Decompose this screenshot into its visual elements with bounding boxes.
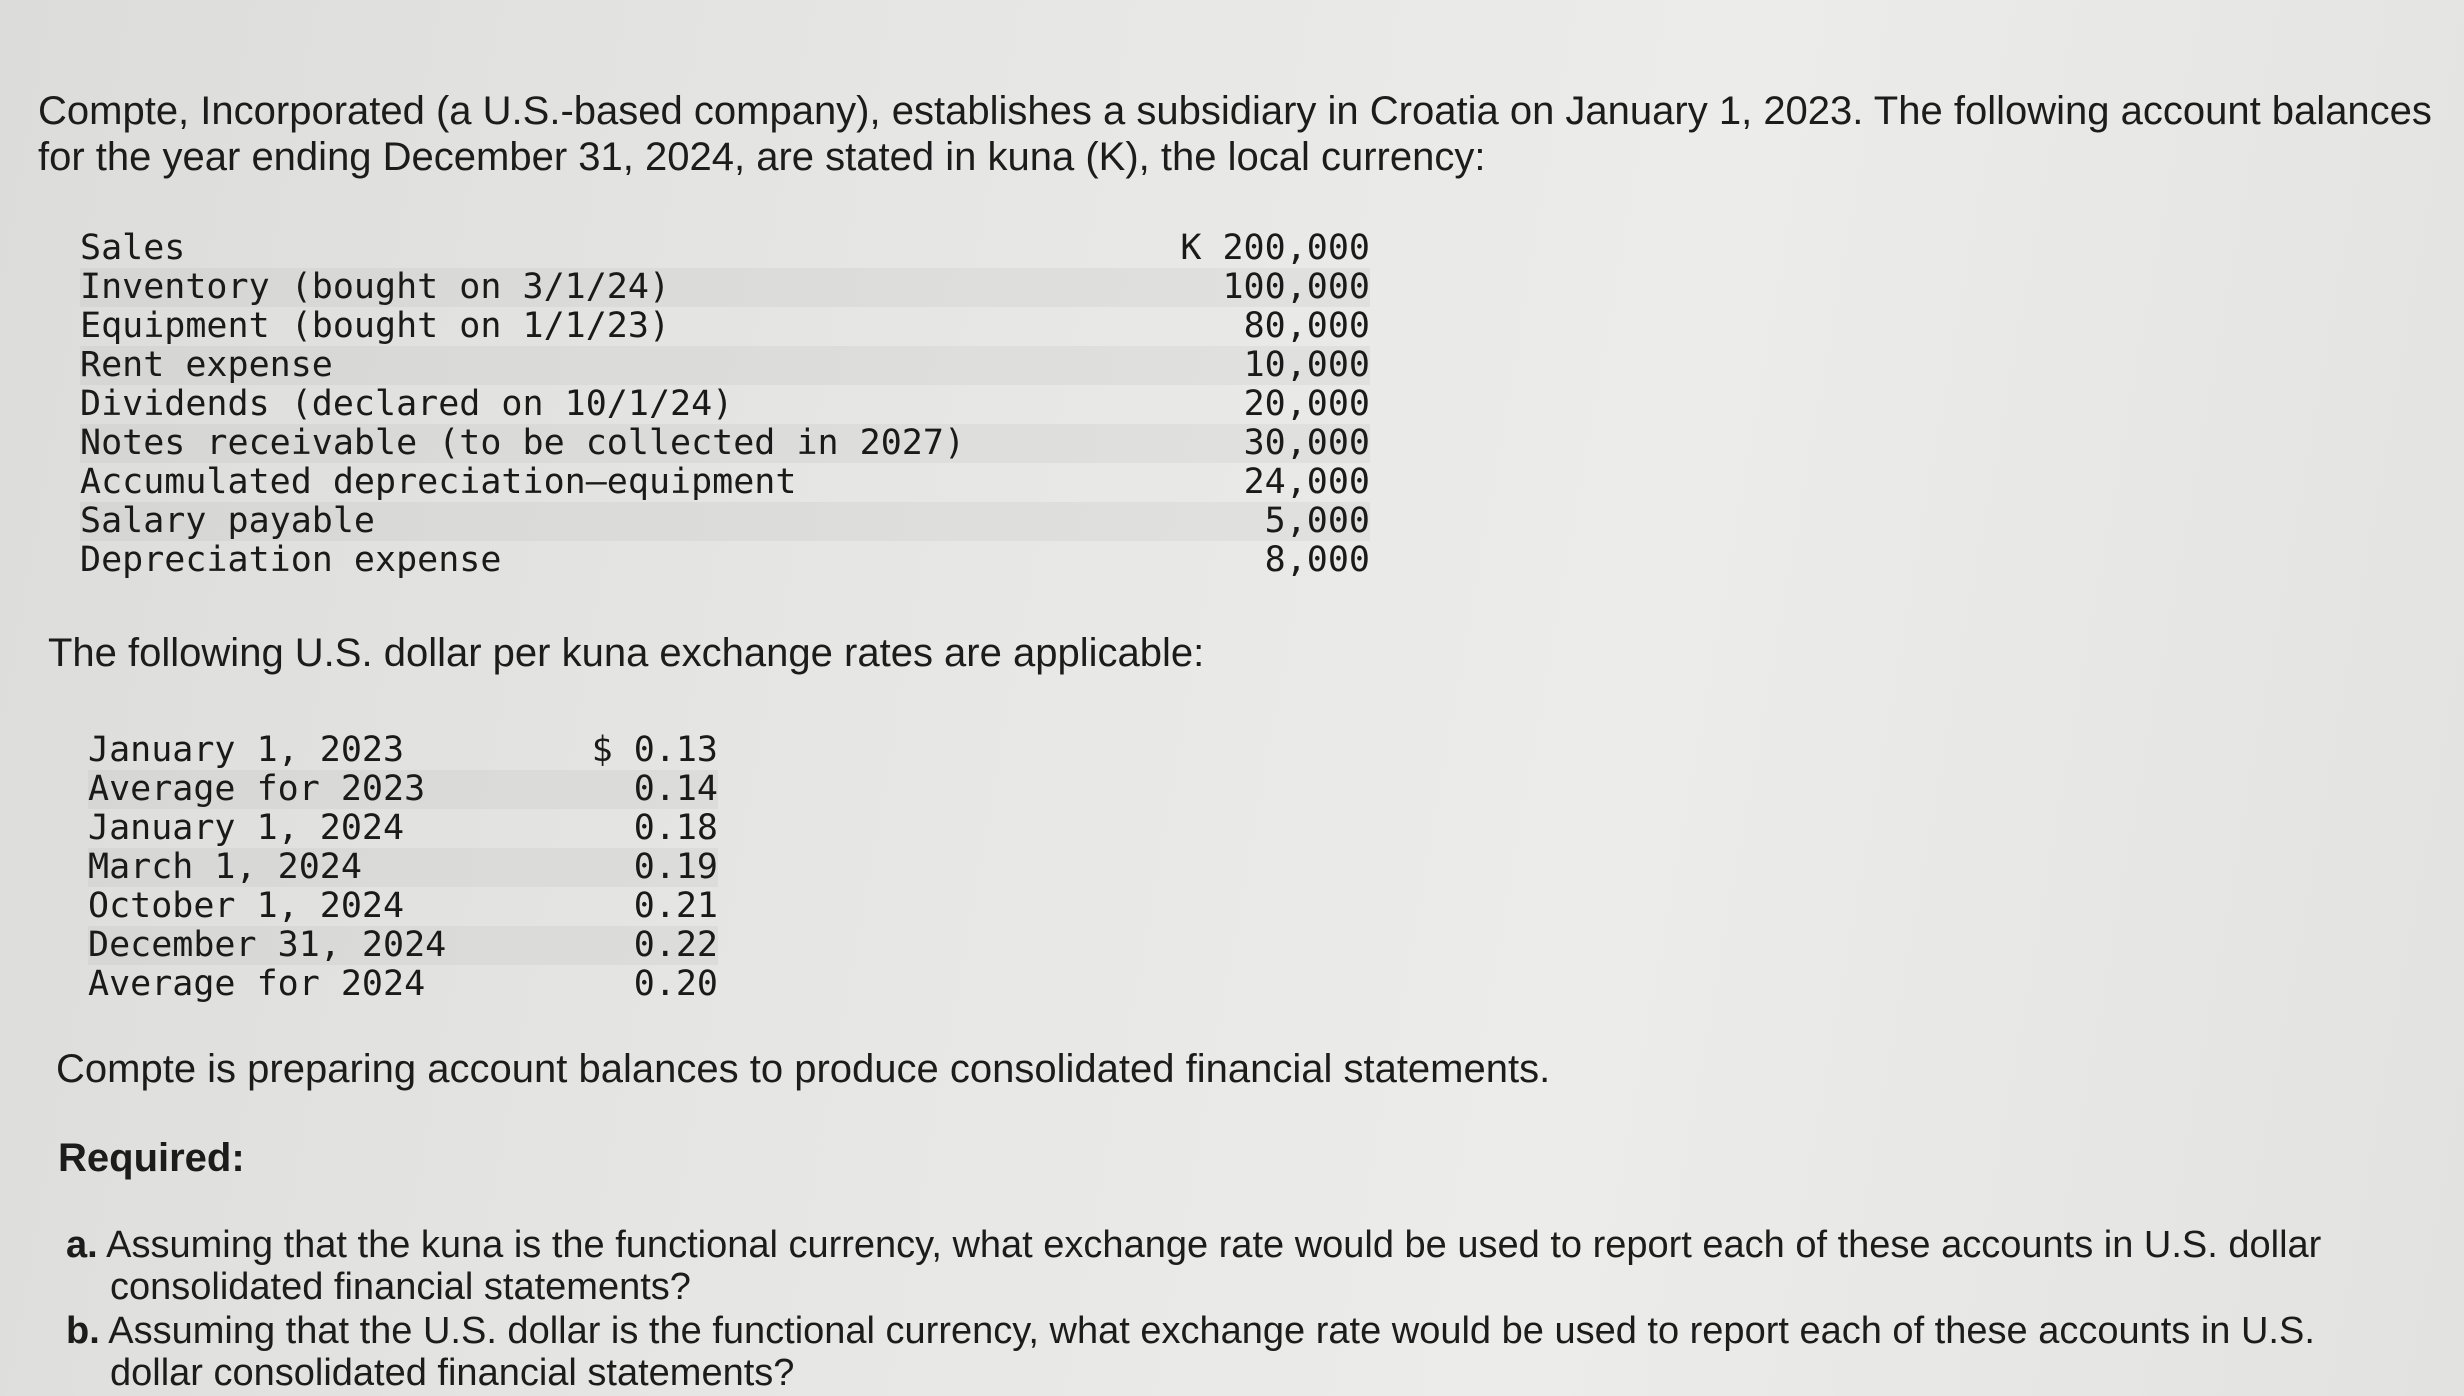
exchange-rates-table (88, 731, 718, 1004)
rate-value: $ 0.13 (591, 730, 718, 770)
rate-value: 0.22 (633, 925, 718, 965)
question-letter: a. (66, 1224, 98, 1266)
account-value: 80,000 (1243, 306, 1370, 346)
table-row (80, 424, 1370, 463)
rate-label: October 1, 2024 (88, 886, 405, 926)
account-label: Equipment (bought on 1/1/23) (80, 306, 671, 346)
account-value: 10,000 (1243, 345, 1370, 385)
question-a (66, 1224, 2446, 1308)
rate-label: March 1, 2024 (88, 847, 362, 887)
rate-label: January 1, 2024 (88, 808, 405, 848)
question-text-line-2: consolidated financial statements? (110, 1266, 691, 1308)
account-value: 5,000 (1264, 501, 1370, 541)
table-row (88, 887, 718, 926)
table-row (80, 268, 1370, 307)
account-label: Dividends (declared on 10/1/24) (80, 384, 734, 424)
account-balances-table (80, 229, 1370, 580)
table-row (88, 926, 718, 965)
table-row (80, 229, 1370, 268)
rate-label: January 1, 2023 (88, 730, 405, 770)
intro-line-1: Compte, Incorporated (a U.S.-based company), establishes a subsidiary in Croatia on January 1, 2023. The following account balances (38, 89, 2432, 133)
rate-label: December 31, 2024 (88, 925, 447, 965)
account-label: Rent expense (80, 345, 333, 385)
rate-label: Average for 2023 (88, 769, 426, 809)
account-label: Notes receivable (to be collected in 2027) (80, 423, 966, 463)
account-value: 20,000 (1243, 384, 1370, 424)
account-value: K 200,000 (1180, 228, 1370, 268)
account-label: Inventory (bought on 3/1/24) (80, 267, 671, 307)
question-text-line-1: Assuming that the kuna is the functional currency, what exchange rate would be used to report each of these accounts in U.S. dollar (106, 1224, 2322, 1266)
table-row (80, 385, 1370, 424)
table-row (80, 463, 1370, 502)
table-row (80, 541, 1370, 580)
rate-value: 0.18 (633, 808, 718, 848)
account-value: 24,000 (1243, 462, 1370, 502)
rate-value: 0.19 (633, 847, 718, 887)
account-label: Sales (80, 228, 186, 268)
account-label: Accumulated depreciation—equipment (80, 462, 797, 502)
question-text-line-2: dollar consolidated financial statements? (110, 1352, 795, 1394)
required-heading: Required: (58, 1136, 245, 1180)
intro-paragraph (38, 88, 2432, 180)
table-row (80, 346, 1370, 385)
intro-line-2: for the year ending December 31, 2024, are stated in kuna (K), the local currency: (38, 135, 1486, 179)
question-b (66, 1310, 2446, 1394)
rate-label: Average for 2024 (88, 964, 426, 1004)
question-letter: b. (66, 1310, 100, 1352)
account-label: Depreciation expense (80, 540, 502, 580)
table-row (88, 770, 718, 809)
table-row (88, 848, 718, 887)
rates-intro: The following U.S. dollar per kuna exchange rates are applicable: (48, 631, 1205, 675)
rate-value: 0.20 (633, 964, 718, 1004)
preparing-statement: Compte is preparing account balances to produce consolidated financial statements. (56, 1047, 1551, 1091)
rate-value: 0.14 (633, 769, 718, 809)
table-row (88, 809, 718, 848)
rate-value: 0.21 (633, 886, 718, 926)
table-row (80, 307, 1370, 346)
account-value: 30,000 (1243, 423, 1370, 463)
question-text-line-1: Assuming that the U.S. dollar is the functional currency, what exchange rate would be used to report each of these accounts in U.S. (108, 1310, 2315, 1352)
table-row (88, 731, 718, 770)
account-label: Salary payable (80, 501, 376, 541)
account-value: 100,000 (1222, 267, 1370, 307)
table-row (88, 965, 718, 1004)
account-value: 8,000 (1264, 540, 1370, 580)
table-row (80, 502, 1370, 541)
